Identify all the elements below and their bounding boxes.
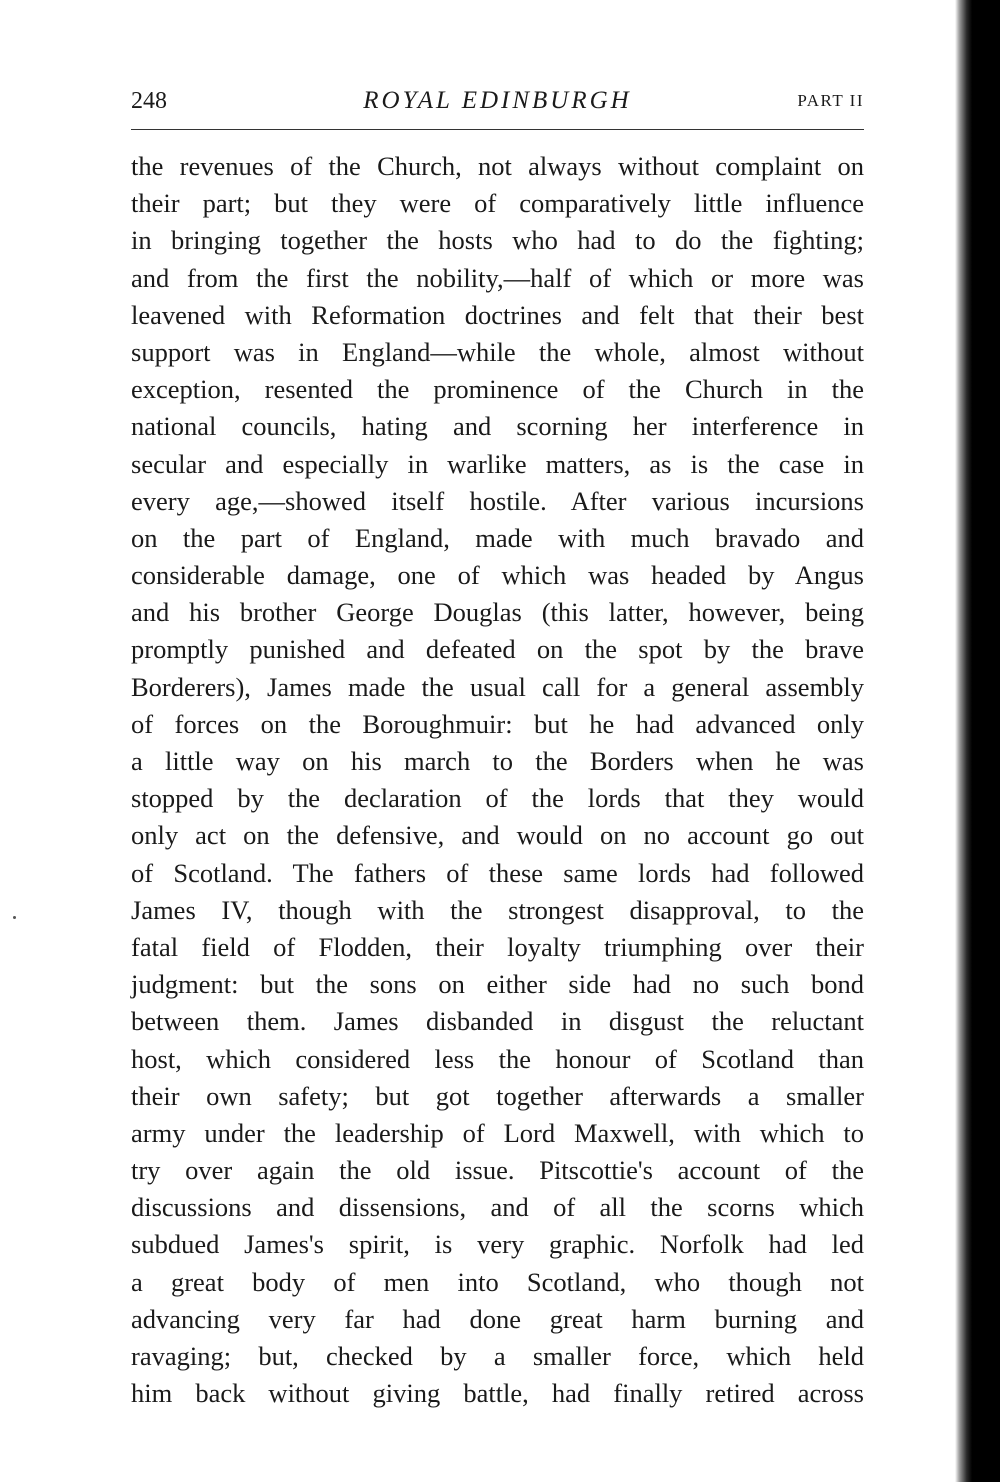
- text-line: host, which considered less the honour of Scotland than: [131, 1043, 864, 1074]
- text-line: and from the first the nobility,—half of which or more was: [131, 262, 864, 293]
- text-line: a great body of men into Scotland, who though not: [131, 1266, 864, 1297]
- text-line: subdued James's spirit, is very graphic. Norfolk had led: [131, 1229, 864, 1260]
- text-line: Borderers), James made the usual call for a general assembly: [131, 671, 864, 702]
- text-line: the revenues of the Church, not always without complaint on: [131, 151, 864, 181]
- running-title: ROYAL EDINBURGH: [363, 87, 632, 114]
- header-rule: [131, 129, 864, 130]
- text-line: advancing very far had done great harm burning and: [131, 1303, 864, 1334]
- stray-ink-dot: [13, 916, 16, 919]
- text-line: James IV, though with the strongest disapproval, to the: [131, 894, 864, 925]
- text-line: leavened with Reformation doctrines and felt that their best: [131, 299, 864, 330]
- text-line: their own safety; but got together afterwards a smaller: [131, 1080, 864, 1111]
- text-line: fatal field of Flodden, their loyalty triumphing over their: [131, 931, 864, 962]
- text-line: army under the leadership of Lord Maxwell, with which to: [131, 1117, 864, 1148]
- text-line: every age,—showed itself hostile. After various incursions: [131, 485, 864, 516]
- text-line: try over again the old issue. Pitscottie's account of the: [131, 1155, 864, 1186]
- part-label: PART II: [797, 91, 864, 110]
- text-line: and his brother George Douglas (this latter, however, being: [131, 597, 864, 628]
- text-line: stopped by the declaration of the lords that they would: [131, 783, 864, 814]
- text-line: support was in England—while the whole, almost without: [131, 336, 864, 367]
- text-line: between them. James disbanded in disgust the reluctant: [131, 1006, 864, 1037]
- text-line: on the part of England, made with much bravado and: [131, 522, 864, 553]
- text-line: exception, resented the prominence of the Church in the: [131, 374, 864, 405]
- text-line: their part; but they were of comparatively little influence: [131, 188, 864, 219]
- text-line: him back without giving battle, had finally retired across: [131, 1378, 864, 1409]
- text-line: considerable damage, one of which was headed by Angus: [131, 560, 864, 591]
- text-line: promptly punished and defeated on the spot by the brave: [131, 634, 864, 665]
- text-line: of forces on the Boroughmuir: but he had advanced only: [131, 708, 864, 739]
- text-line: of Scotland. The fathers of these same lords had followed: [131, 857, 864, 888]
- text-line: ravaging; but, checked by a smaller force, which held: [131, 1341, 864, 1371]
- text-line: in bringing together the hosts who had to do the fighting;: [131, 225, 864, 256]
- running-head: [131, 84, 864, 118]
- text-line: a little way on his march to the Borders when he was: [131, 746, 864, 776]
- text-line: only act on the defensive, and would on no account go out: [131, 820, 864, 851]
- page-number: 248: [131, 88, 167, 114]
- body-text: [131, 148, 864, 1412]
- text-line: national councils, hating and scorning her interference in: [131, 411, 864, 442]
- text-line: secular and especially in warlike matters, as is the case in: [131, 448, 864, 479]
- binding-shadow: [955, 0, 1000, 1482]
- text-line: discussions and dissensions, and of all the scorns which: [131, 1192, 864, 1223]
- text-line: judgment: but the sons on either side had no such bond: [131, 969, 864, 1000]
